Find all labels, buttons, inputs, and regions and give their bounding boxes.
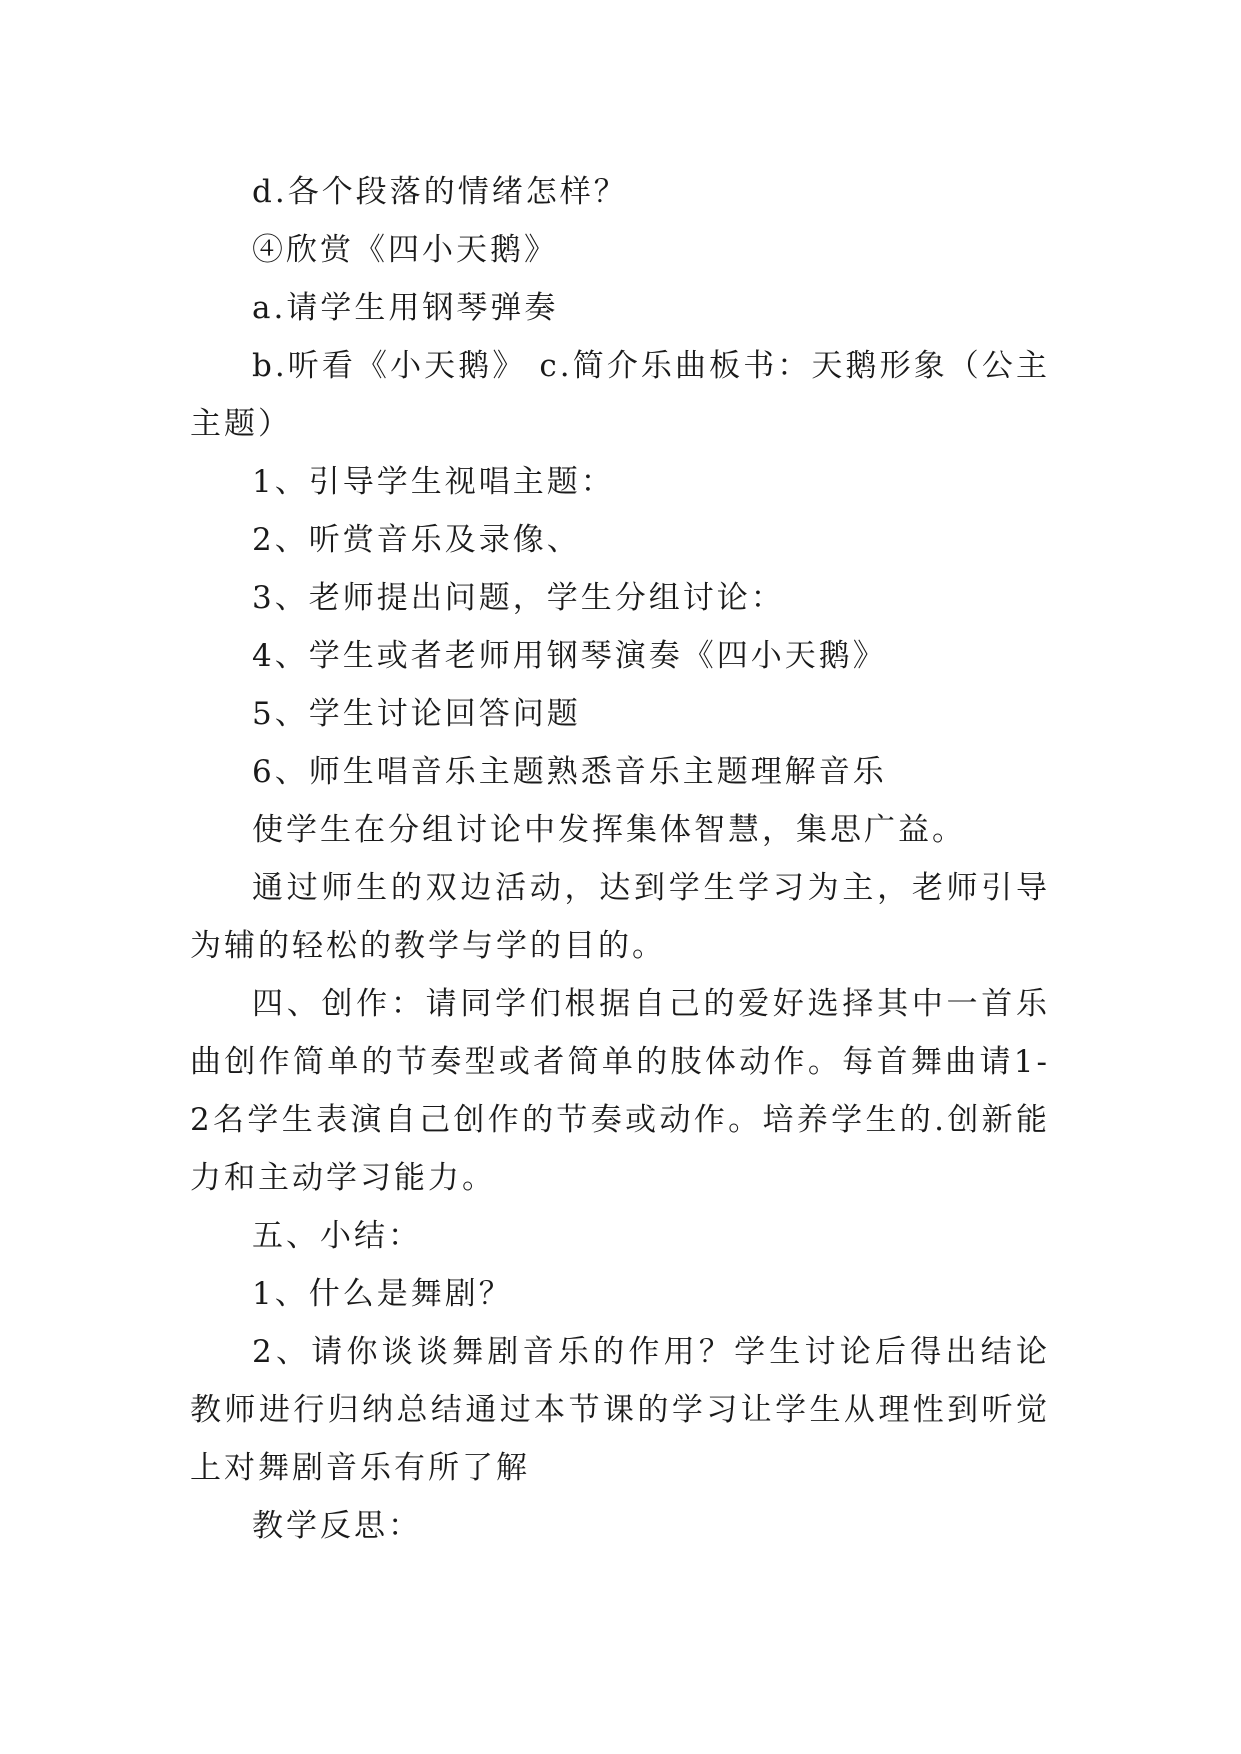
paragraph-question-d: d.各个段落的情绪怎样？ <box>252 174 628 210</box>
paragraph-item-1: 1、引导学生视唱主题： <box>252 464 615 500</box>
paragraph-two-way-activity: 通过师生的双边活动，达到学生学习为主，老师引导为辅的轻松的教学与学的目的。 <box>190 870 1050 964</box>
paragraph-group-discussion: 使学生在分组讨论中发挥集体智慧，集思广益。 <box>252 812 966 848</box>
paragraph-section-summary: 五、小结： <box>252 1218 422 1254</box>
paragraph-item-5: 5、学生讨论回答问题 <box>252 696 581 732</box>
paragraph-item-4: 4、学生或者老师用钢琴演奏《四小天鹅》 <box>252 638 887 674</box>
paragraph-summary-q1: 1、什么是舞剧？ <box>252 1276 513 1312</box>
paragraph-item-3: 3、老师提出问题，学生分组讨论： <box>252 580 785 616</box>
document-body <box>190 163 1050 1555</box>
paragraph-appreciate-four-swans: ④欣赏《四小天鹅》 <box>252 232 558 268</box>
paragraph-section-creation: 四、创作：请同学们根据自己的爱好选择其中一首乐曲创作简单的节奏型或者简单的肢体动作。每首舞曲请1-2名学生表演自己创作的节奏或动作。培养学生的.创新能力和主动学习能力。 <box>190 986 1050 1196</box>
paragraph-summary-q2: 2、请你谈谈舞剧音乐的作用？学生讨论后得出结论教师进行归纳总结通过本节课的学习让学生从理性到听觉上对舞剧音乐有所了解 <box>190 1334 1050 1486</box>
paragraph-item-6: 6、师生唱音乐主题熟悉音乐主题理解音乐 <box>252 754 887 790</box>
paragraph-step-b-c: b.听看《小天鹅》 c.简介乐曲板书：天鹅形象（公主主题） <box>190 348 1050 442</box>
paragraph-item-2: 2、听赏音乐及录像、 <box>252 522 581 558</box>
paragraph-step-a: a.请学生用钢琴弹奏 <box>252 290 559 326</box>
paragraph-teaching-reflection: 教学反思： <box>252 1508 422 1544</box>
